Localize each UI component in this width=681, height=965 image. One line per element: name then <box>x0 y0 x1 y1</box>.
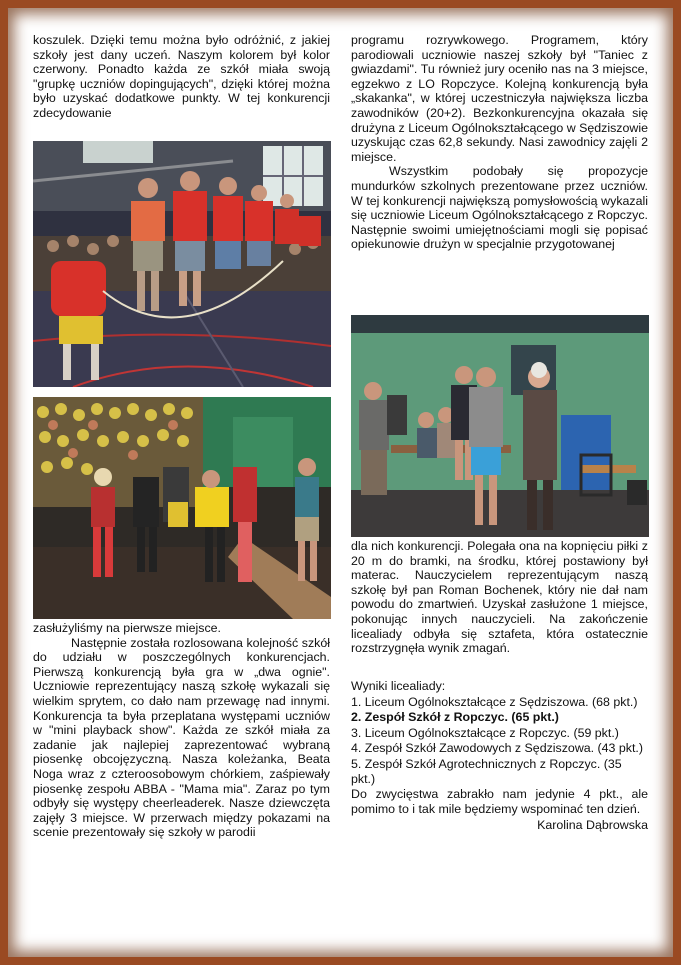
jump-rope-photo <box>33 141 331 387</box>
page-content <box>8 8 673 957</box>
left-column-top-text <box>33 33 330 121</box>
paragraph: programu rozrywkowego. Programem, który parodiowali uczniowie naszej szkoły był "Taniec z gwiazdami". Tu również jury oceniło nas na 3 miejsce, egzekwo z LO Ropczyce. Kolejną konkurencją była „skakanka", w której uczestniczyła największa liczba zawodników (20+2). Bezkonkurencyjna okazała się drużyna z Liceum Ogólnokształcącego w Sędziszowie uzyskując czas 62,8 sekundy. Nasi zawodnicy zajęli 2 miejsce. <box>351 33 648 164</box>
stage-performance-photo <box>33 397 331 619</box>
results-list <box>351 679 648 834</box>
closing-paragraph: Do zwycięstwa zabrakło nam jedynie 4 pkt., ale pomimo to i tak mile będziemy wspominać ten dzień. <box>351 787 648 816</box>
result-item: 2. Zespół Szkół z Ropczyc. (65 pkt.) <box>351 710 559 725</box>
teachers-award-photo <box>351 315 649 537</box>
paragraph: Następnie została rozlosowana kolejność szkół do udziału w poszczególnych konkurencjach. Pierwszą konkurencją była gra w „dwa ognie". Uczniowie reprezentujący naszą szkołę wykazali się wielkim sprytem, co dało nam przewagę nad innymi. Konkurencja ta była przeplatana występami uczniów w "mini playback show". Każda ze szkół miała za zadanie jak najlepiej zaprezentować wybraną piosenkę obcojęzyczną. Nasza koleżanka, Beata Noga wraz z czteroosobowym chórkiem, zaśpiewały piosenkę zespołu ABBA - "Mama mia". Zaraz po tym odbyły się występy cheerleaderek. Nasze dziewczęta zajęły 3 miejsce. W przerwach między pokazami na scenie prezentowały się szkoły w parodii <box>33 635 330 840</box>
paragraph: zasłużyliśmy na pierwsze miejsce. <box>33 621 221 635</box>
paragraph: Wszystkim podobały się propozycje mundurków szkolnych prezentowane przez uczniów. W tej konkurencji największą pomysłowością wykazali się uczniowie Liceum Ogólnokształcącego z Ropczyc. Następnie swoimi umiejętnościami mogli się popisać opiekunowie drużyn w specjalnie przygotowanej <box>351 164 648 252</box>
paragraph: koszulek. Dzięki temu można było odróżnić, z jakiej szkoły jest dany uczeń. Naszym kolorem był kolor czerwony. Ponadto każda ze szkół miała swoją "grupkę uczniów dopingujących", dzięki której można było uzyskać dodatkowe punkty. W tej konkurencji zdecydowanie <box>33 33 330 120</box>
paragraph: dla nich konkurencji. Polegała ona na kopnięciu piłki z 20 m do bramki, na środku, której postawiony był materac. Nauczycielem reprezentującym naszą szkołę był pan Roman Bochenek, który nie dał nam powodu do zmartwień. Uzyskał zasłużone 1 miejsce, pokonując innych nauczycieli. Na zakończenie licealiady odbyła się sztafeta, która ostatecznie rozstrzygnęła wynik zmagań. <box>351 539 648 656</box>
author-signature: Karolina Dąbrowska <box>537 818 648 833</box>
result-item: 5. Zespół Szkół Agrotechnicznych z Ropczyc. (35 pkt.) <box>351 756 622 786</box>
result-item: 4. Zespół Szkół Zawodowych z Sędziszowa. (43 pkt.) <box>351 741 643 756</box>
result-item: 1. Liceum Ogólnokształcące z Sędziszowa. (68 pkt.) <box>351 694 638 709</box>
result-item: 3. Liceum Ogólnokształcące z Ropczyc. (59 pkt.) <box>351 725 619 740</box>
right-column-top-text <box>351 33 648 252</box>
results-heading: Wyniki licealiady: <box>351 679 446 693</box>
left-column-bottom-text <box>33 621 330 840</box>
right-column-bottom-text <box>351 539 648 656</box>
